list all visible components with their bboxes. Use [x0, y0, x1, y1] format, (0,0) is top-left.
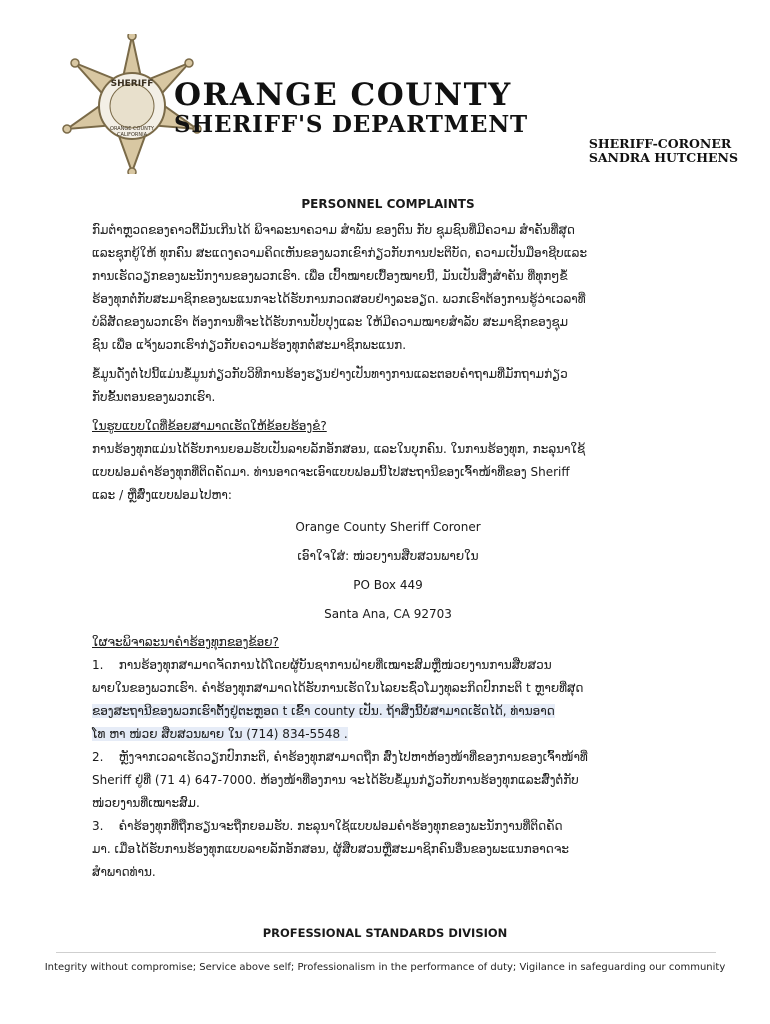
coroner-title: SHERIFF-CORONER	[588, 136, 732, 151]
list-item-number: 1.	[92, 658, 104, 672]
footer-division-title: PROFESSIONAL STANDARDS DIVISION	[262, 926, 508, 940]
footer-motto: Integrity without compromise; Service above self; Professionalism in the performance of duty; Vigilance in safeguarding our community	[44, 962, 726, 973]
document-body	[92, 197, 684, 890]
list-item-line: 3. ຄຳຮ້ອງທຸກທີ່ຖືກຮຽນຈະຖືກຍອມຮັບ. ກະລຸນາໃຊ້ແບບຟອມຄຳຮ້ອງທຸກຂອງພະນັກງານທີ່ຕິດຄັດ	[92, 819, 563, 833]
coroner-name: SANDRA HUTCHENS	[588, 150, 738, 165]
phone-number-highlight: ໂທ ຫາ ໜ່ວຍ ສືບສວນພາຍ ໃນ (714) 834-5548 .	[92, 727, 348, 741]
summary-paragraph	[92, 363, 684, 409]
org-name-line2: SHERIFF'S DEPARTMENT	[174, 111, 528, 138]
intro-line: ຊົນ ເພື່ອ ແຈ້ງພວກເຮົາກ່ຽວກັບຄວາມຮ້ອງທຸກຕໍ່ສະມາຊິກພະແນກ.	[92, 338, 407, 352]
list-item-number: 2.	[92, 750, 104, 764]
list-item-number: 3.	[92, 819, 104, 833]
list-item-line: ຂອງສະຖານີຂອງພວກເຮົາຕັ້ງຢູ່ຕະຫຼອດ t ເຂົ້າ county ເປັນ. ຖ້າສິ່ງນີ້ບໍ່ສາມາດເຮັດໄດ້, ທ່ານອາດ	[92, 704, 555, 718]
list-item-line	[92, 723, 684, 746]
list-item-line: 2. ຫຼັງຈາກເວລາເຮັດວຽກປົກກະຕິ, ຄຳຮ້ອງທຸກສາມາດຖືກ ສົ່ງໄປຫາຫ້ອງໜ້າທີ່ຂອງການຂອງເຈົ້າໜ້າທີ່	[92, 750, 588, 764]
address-line: PO Box 449	[353, 578, 423, 592]
address-line: Orange County Sheriff Coroner	[295, 520, 481, 534]
badge-top-text: SHERIFF	[110, 79, 154, 89]
intro-line: ຮ້ອງທຸກຕໍ່ກັບສະມາຊິກຂອງພະແນກຈະໄດ້ຮັບການກວດສອບຢ່າງລະອຽດ. ພວກເຮົາຕ້ອງການຮູ້ວ່າເວລາທີ່	[92, 292, 586, 306]
address-line: ເອົາໃຈໃສ່: ໜ່ວຍງານສືບສວນພາຍໃນ	[297, 549, 479, 563]
list-item-line: Sheriff ຢູ່ທີ່ (71 4) 647-7000. ຫ້ອງໜ້າທີ່ອງການ ຈະໄດ້ຮັບຂໍ້ມູນກ່ຽວກັບການຮ້ອງທຸກແລະສົ່ງຕໍ່ກັບ	[92, 773, 579, 787]
org-name-line1: ORANGE COUNTY	[174, 77, 512, 113]
answer-line: ການຮ້ອງທຸກແມ່ນໄດ້ຮັບການຍອມຮັບເປັນລາຍລັກອັກສອນ, ແລະໃນບຸກຄົນ. ໃນການຮ້ອງທຸກ, ກະລຸນາໃຊ້	[92, 442, 586, 456]
answer-line: ແບບຟອມຄຳຮ້ອງທຸກທີ່ຕິດຄັດມາ. ທ່ານອາດຈະເອົາແບບຟອມນີ້ໄປສະຖານີຂອງເຈົ້າໜ້າທີ່ຂອງ Sheriff	[92, 465, 570, 479]
badge-bottom-text-1: ORANGE COUNTY	[110, 126, 154, 132]
summary-line: ຂໍ້ມູນດັ່ງຕໍ່ໄປນີ້ແມ່ນຂໍ້ມູນກ່ຽວກັບວິທີການຮ້ອງຮຽນຢ່າງເປັນທາງການແລະຕອບຄຳຖາມທີ່ມັກຖາມກ່ຽວ	[92, 367, 568, 381]
answer-paragraph-1	[92, 438, 684, 507]
mailing-address	[92, 513, 684, 629]
organization-name	[174, 78, 528, 138]
list-item	[92, 654, 684, 884]
list-item-line: 1. ການຮ້ອງທຸກສາມາດຈັດການໄດ້ໂດຍຜູ້ບັນຊາການຝ່າຍທີ່ເໝາະສົມຫຼືໜ່ວຍງານການສືບສວນ	[92, 658, 552, 672]
answer-line: ແລະ / ຫຼືສົ່ງແບບຟອມໄປຫາ:	[92, 488, 232, 502]
list-item-line: ໜ່ວຍງານທີ່ເໝາະສົມ.	[92, 796, 200, 810]
intro-paragraph	[92, 219, 684, 357]
list-item-line: ມາ. ເມື່ອໄດ້ຮັບການຮ້ອງທຸກແບບລາຍລັກອັກສອນ, ຜູ້ສືບສວນຫຼືສະມາຊິກຄົນອື່ນຂອງພະແນກອາດຈະ	[92, 842, 569, 856]
question-heading-2: ໃຜຈະພິຈາລະນາຄຳຮ້ອງທຸກຂອງຂ້ອຍ?	[92, 635, 279, 649]
question-heading-1: ໃນຮູບແບບໃດທີ່ຂ້ອຍສາມາດເຮັດໃຫ້ຂ້ອຍຮ້ອງຂໍ?	[92, 419, 327, 433]
intro-line: ການເຮັດວຽກຂອງພະນັກງານຂອງພວກເຮົາ. ເພື່ອ ເປົ້າໝາຍເບື້ອງໝາຍນີ້, ມັນເປັນສິ່ງສຳຄັນ ທີ່ທຸກໆຂໍ້	[92, 269, 568, 283]
footer-divider	[56, 952, 716, 953]
list-item-line: ສຳພາດທ່ານ.	[92, 865, 156, 879]
address-line: Santa Ana, CA 92703	[324, 607, 452, 621]
intro-line: ບໍລິສັດຂອງພວກເຮົາ ຕ້ອງການທີ່ຈະໄດ້ຮັບການປັບປຸງແລະ ໃຫ້ມີຄວາມໝາຍສຳລັບ ສະມາຊິກຂອງຊຸມ	[92, 315, 569, 329]
summary-line: ກັບຂັ້ນຕອນຂອງພວກເຮົາ.	[92, 390, 216, 404]
intro-line: ແລະຊຸກຍູ້ໃຫ້ ທຸກຄົນ ສະແດງຄວາມຄິດເຫັນຂອງພວກເຂົາກ່ຽວກັບການປະຕິບັດ, ຄວາມເປັນມືອາຊີບແລະ	[92, 246, 588, 260]
intro-line: ກົມຕຳຫຼວດຂອງຄາວຕີ້ມັນເກີນໄດ້ ພິຈາລະນາຄວາມ ສຳພັນ ຂອງຕົນ ກັບ ຊຸມຊົນທີ່ມີຄວາມ ສຳຄັນທີ່ສຸດ	[92, 223, 575, 237]
sheriff-coroner-block	[589, 137, 738, 165]
document-title: PERSONNEL COMPLAINTS	[301, 197, 475, 211]
badge-bottom-text-2: CALIFORNIA	[116, 132, 148, 138]
list-item-line: ພາຍໃນຂອງພວກເຮົາ. ຄຳຮ້ອງທຸກສາມາດໄດ້ຮັບການເຮັດໃນໄລຍະຊົ່ວໂມງທຸລະກິດປົກກະຕິ t ຫຼາຍທີ່ສຸດ	[92, 681, 584, 695]
